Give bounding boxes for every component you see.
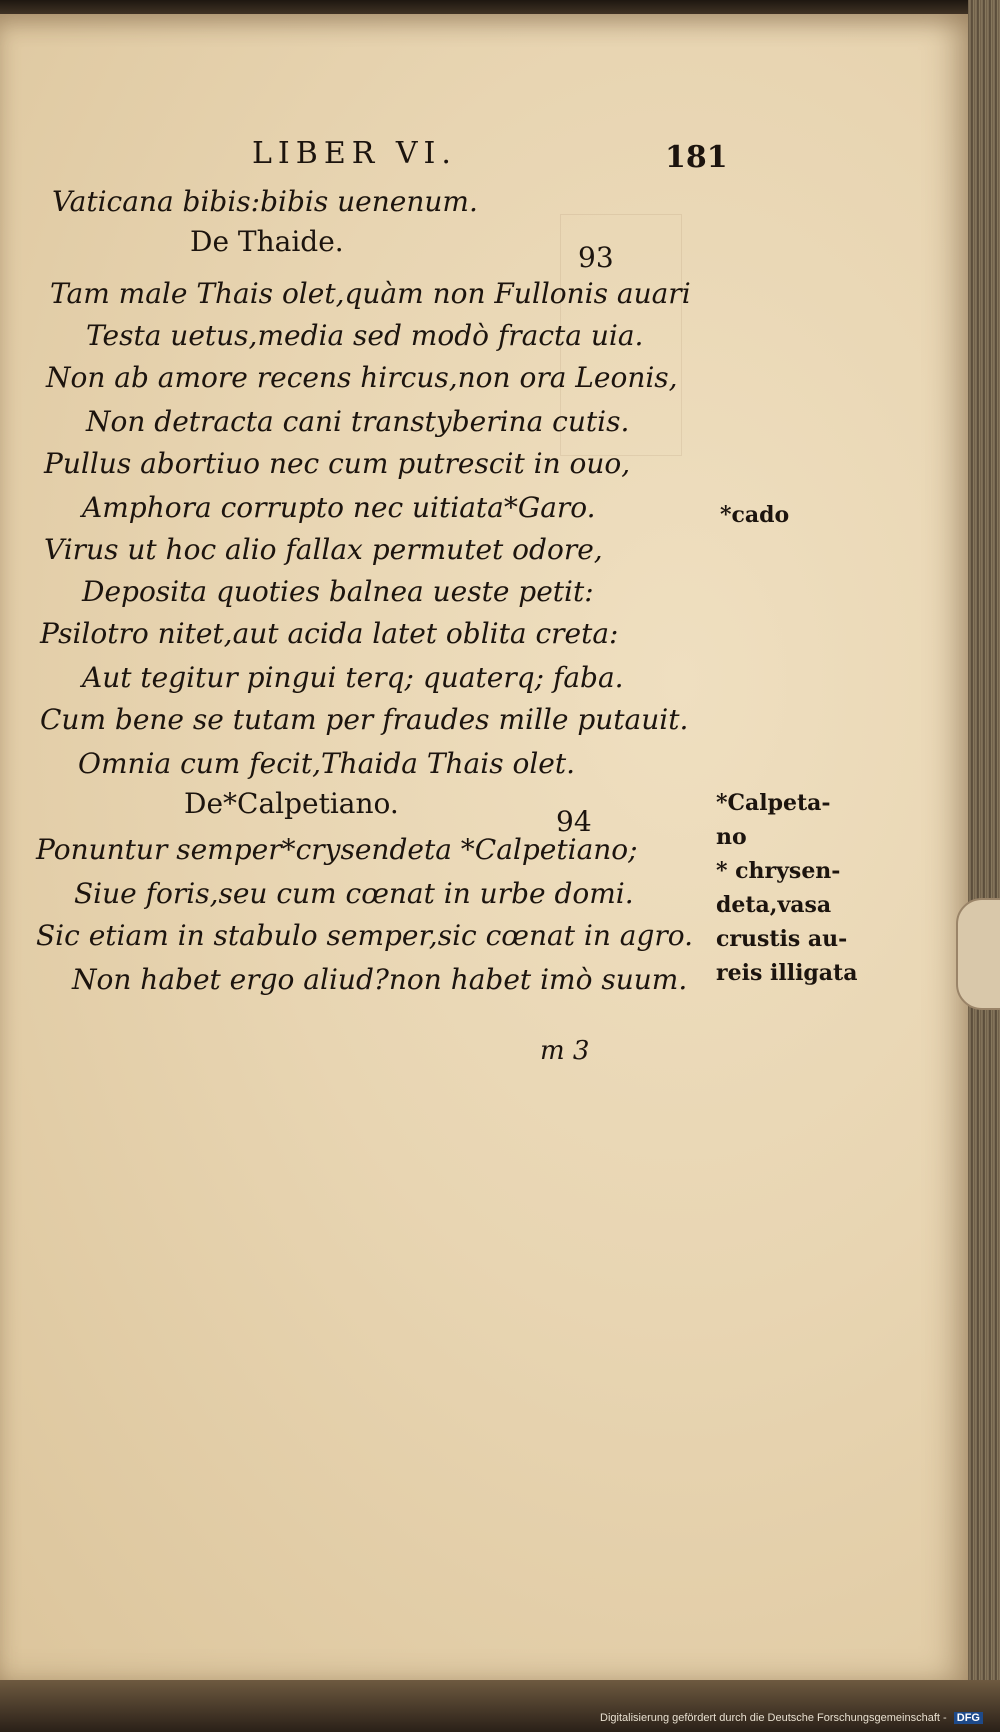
dfg-logo: DFG [954,1712,983,1724]
verse-line: Ponuntur semper*crysendeta *Calpetiano; [36,833,638,866]
verse-line: Sic etiam in stabulo semper,sic cœnat in agro. [36,919,694,952]
margin-note: deta,vasa [716,892,832,918]
page-tab-marker [956,898,1000,1010]
verse-line: Non detracta cani transtyberina cutis. [86,405,630,438]
book-bottom-edge [0,1680,1000,1732]
verse-line: Pullus abortiuo nec cum putrescit in ouo, [44,447,631,480]
verse-line: Deposita quoties balnea ueste petit: [82,575,594,608]
verse-line: Non habet ergo aliud?non habet imò suum. [72,963,688,996]
verse-line: Amphora corrupto nec uitiata*Garo. [82,491,596,524]
verse-line: Testa uetus,media sed modò fracta uia. [86,319,644,352]
verse-line: Non ab amore recens hircus,non ora Leonis, [46,361,678,394]
margin-note: reis illigata [716,960,858,986]
page-edges-stack [968,0,1000,1732]
margin-note: *Calpeta- [716,790,831,816]
verse-line: Cum bene se tutam per fraudes mille putauit. [40,703,689,736]
page-number: 181 [665,140,728,175]
credit-text: Digitalisierung gefördert durch die Deutsche Forschungsgemeinschaft - [600,1712,947,1724]
epigram-number: 94 [556,805,592,838]
verse-line: Aut tegitur pingui terq; quaterq; faba. [82,661,624,694]
verse-line: Vaticana bibis:bibis uenenum. [52,185,478,218]
section-heading: De Thaide. [190,225,344,258]
margin-note: * chrysen- [716,858,841,884]
verse-line: Siue foris,seu cum cœnat in urbe domi. [74,877,634,910]
signature-mark: m 3 [540,1036,590,1066]
running-head: LIBER VI. [252,136,457,171]
section-heading: De*Calpetiano. [184,787,399,820]
verse-line: Virus ut hoc alio fallax permutet odore, [44,533,603,566]
scan-credit [600,1712,983,1724]
margin-note: no [716,824,747,850]
margin-note: *cado [720,502,790,528]
verse-line: Tam male Thais olet,quàm non Fullonis auari [50,277,691,310]
epigram-number: 93 [578,241,614,274]
margin-note: crustis au- [716,926,848,952]
verse-line: Omnia cum fecit,Thaida Thais olet. [78,747,576,780]
book-page [0,14,972,1682]
verse-line: Psilotro nitet,aut acida latet oblita creta: [40,617,619,650]
